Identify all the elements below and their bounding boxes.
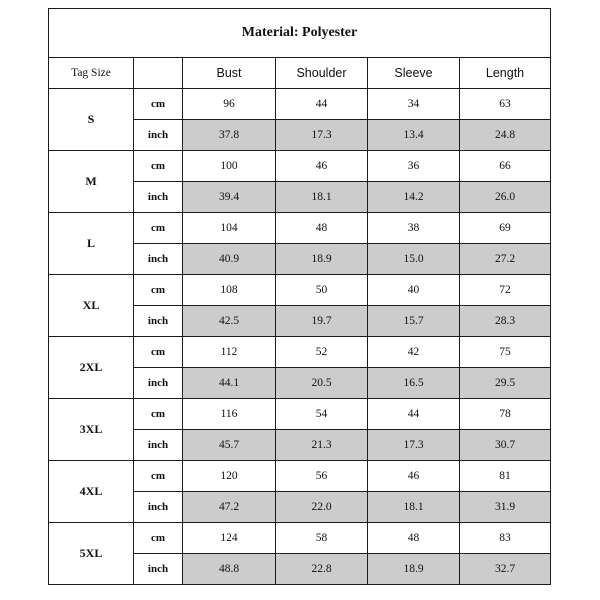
length-cm-cell: 78 xyxy=(460,399,551,430)
bust-inch-cell: 37.8 xyxy=(183,120,276,151)
shoulder-cm-cell: 58 xyxy=(276,523,368,554)
column-header-length: Length xyxy=(460,58,551,89)
bust-cm-cell: 116 xyxy=(183,399,276,430)
size-chart xyxy=(48,8,550,592)
sleeve-cm-cell: 38 xyxy=(368,213,460,244)
unit-label-cm: cm xyxy=(134,275,183,306)
sleeve-cm-cell: 46 xyxy=(368,461,460,492)
sleeve-cm-cell: 36 xyxy=(368,151,460,182)
shoulder-inch-cell: 18.1 xyxy=(276,182,368,213)
unit-label-cm: cm xyxy=(134,213,183,244)
unit-label-cm: cm xyxy=(134,337,183,368)
bust-inch-cell: 47.2 xyxy=(183,492,276,523)
bust-cm-cell: 120 xyxy=(183,461,276,492)
length-cm-cell: 75 xyxy=(460,337,551,368)
table-row xyxy=(49,337,551,368)
shoulder-inch-cell: 22.0 xyxy=(276,492,368,523)
bust-cm-cell: 108 xyxy=(183,275,276,306)
shoulder-inch-cell: 17.3 xyxy=(276,120,368,151)
length-cm-cell: 83 xyxy=(460,523,551,554)
sleeve-cm-cell: 44 xyxy=(368,399,460,430)
bust-inch-cell: 48.8 xyxy=(183,554,276,585)
length-cm-cell: 72 xyxy=(460,275,551,306)
length-cm-cell: 69 xyxy=(460,213,551,244)
shoulder-cm-cell: 46 xyxy=(276,151,368,182)
unit-header xyxy=(134,58,183,89)
table-row xyxy=(49,523,551,554)
size-label-l: L xyxy=(49,213,134,275)
length-cm-cell: 63 xyxy=(460,89,551,120)
sleeve-cm-cell: 40 xyxy=(368,275,460,306)
unit-label-inch: inch xyxy=(134,554,183,585)
bust-inch-cell: 39.4 xyxy=(183,182,276,213)
sleeve-cm-cell: 42 xyxy=(368,337,460,368)
size-label-m: M xyxy=(49,151,134,213)
table-row xyxy=(49,275,551,306)
shoulder-inch-cell: 18.9 xyxy=(276,244,368,275)
shoulder-cm-cell: 44 xyxy=(276,89,368,120)
length-inch-cell: 27.2 xyxy=(460,244,551,275)
unit-label-cm: cm xyxy=(134,89,183,120)
bust-cm-cell: 100 xyxy=(183,151,276,182)
column-header-shoulder: Shoulder xyxy=(276,58,368,89)
bust-inch-cell: 42.5 xyxy=(183,306,276,337)
size-label-4xl: 4XL xyxy=(49,461,134,523)
unit-label-inch: inch xyxy=(134,182,183,213)
bust-cm-cell: 112 xyxy=(183,337,276,368)
sleeve-inch-cell: 16.5 xyxy=(368,368,460,399)
sleeve-cm-cell: 34 xyxy=(368,89,460,120)
table-row xyxy=(49,461,551,492)
size-chart-table xyxy=(48,8,551,585)
shoulder-cm-cell: 56 xyxy=(276,461,368,492)
unit-label-cm: cm xyxy=(134,399,183,430)
shoulder-cm-cell: 52 xyxy=(276,337,368,368)
length-inch-cell: 32.7 xyxy=(460,554,551,585)
unit-label-inch: inch xyxy=(134,306,183,337)
sleeve-inch-cell: 18.9 xyxy=(368,554,460,585)
length-inch-cell: 31.9 xyxy=(460,492,551,523)
length-inch-cell: 24.8 xyxy=(460,120,551,151)
size-label-3xl: 3XL xyxy=(49,399,134,461)
unit-label-inch: inch xyxy=(134,120,183,151)
bust-cm-cell: 124 xyxy=(183,523,276,554)
tag-size-header: Tag Size xyxy=(49,58,134,89)
length-inch-cell: 30.7 xyxy=(460,430,551,461)
bust-inch-cell: 40.9 xyxy=(183,244,276,275)
table-title: Material: Polyester xyxy=(49,9,551,58)
table-row xyxy=(49,213,551,244)
shoulder-inch-cell: 19.7 xyxy=(276,306,368,337)
sleeve-inch-cell: 14.2 xyxy=(368,182,460,213)
length-cm-cell: 66 xyxy=(460,151,551,182)
shoulder-inch-cell: 21.3 xyxy=(276,430,368,461)
size-label-5xl: 5XL xyxy=(49,523,134,585)
table-row xyxy=(49,151,551,182)
length-cm-cell: 81 xyxy=(460,461,551,492)
sleeve-inch-cell: 17.3 xyxy=(368,430,460,461)
unit-label-cm: cm xyxy=(134,523,183,554)
size-label-2xl: 2XL xyxy=(49,337,134,399)
unit-label-inch: inch xyxy=(134,368,183,399)
sleeve-inch-cell: 18.1 xyxy=(368,492,460,523)
column-header-bust: Bust xyxy=(183,58,276,89)
table-row xyxy=(49,89,551,120)
size-label-s: S xyxy=(49,89,134,151)
column-header-sleeve: Sleeve xyxy=(368,58,460,89)
bust-cm-cell: 104 xyxy=(183,213,276,244)
sleeve-inch-cell: 13.4 xyxy=(368,120,460,151)
size-label-xl: XL xyxy=(49,275,134,337)
bust-cm-cell: 96 xyxy=(183,89,276,120)
unit-label-inch: inch xyxy=(134,244,183,275)
unit-label-inch: inch xyxy=(134,492,183,523)
unit-label-cm: cm xyxy=(134,461,183,492)
table-row xyxy=(49,399,551,430)
shoulder-cm-cell: 48 xyxy=(276,213,368,244)
unit-label-cm: cm xyxy=(134,151,183,182)
shoulder-inch-cell: 22.8 xyxy=(276,554,368,585)
sleeve-cm-cell: 48 xyxy=(368,523,460,554)
length-inch-cell: 28.3 xyxy=(460,306,551,337)
sleeve-inch-cell: 15.7 xyxy=(368,306,460,337)
bust-inch-cell: 45.7 xyxy=(183,430,276,461)
unit-label-inch: inch xyxy=(134,430,183,461)
shoulder-inch-cell: 20.5 xyxy=(276,368,368,399)
bust-inch-cell: 44.1 xyxy=(183,368,276,399)
shoulder-cm-cell: 54 xyxy=(276,399,368,430)
shoulder-cm-cell: 50 xyxy=(276,275,368,306)
sleeve-inch-cell: 15.0 xyxy=(368,244,460,275)
length-inch-cell: 26.0 xyxy=(460,182,551,213)
length-inch-cell: 29.5 xyxy=(460,368,551,399)
